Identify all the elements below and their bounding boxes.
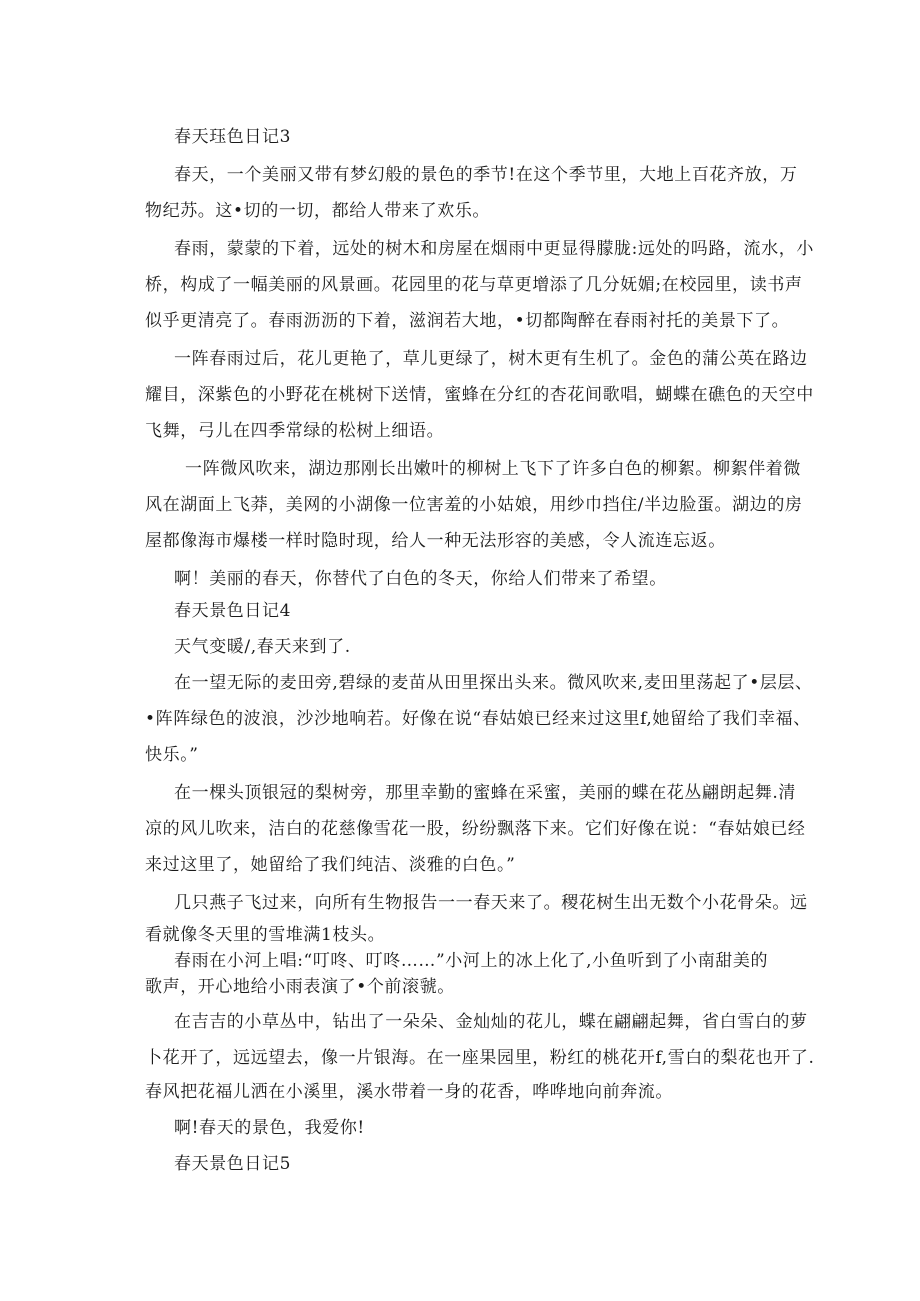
paragraph-10-line-1: 春雨在小河上唱:“叮咚、叮咚……”小河上的冰上化了,小鱼听到了小南甜美的 [174, 951, 769, 971]
paragraph-11-line-3: 春风把花福儿洒在小溪里，溪水带着一身的花香，哗哗地向前奔流。 [145, 1082, 673, 1102]
paragraph-6-line-1: 天气变暖/,春天来到了. [174, 637, 351, 657]
paragraph-5-line-1: 啊！美丽的春天，你替代了白色的冬天，你给人们带来了希望。 [174, 569, 667, 589]
paragraph-8-line-1: 在一棵头顶银冠的梨树旁，那里幸勤的蜜蜂在采蜜，美丽的蝶在花丛翩朗起舞.清 [174, 783, 797, 803]
paragraph-1-line-2: 物纪苏。这•切的一切，都给人带来了欢乐。 [145, 201, 491, 221]
paragraph-4-line-2: 风在湖面上飞莽，美网的小湖像一位害羞的小姑娘，用纱巾挡住/半边脸蛋。湖边的房 [145, 495, 803, 515]
paragraph-4-line-1: 一阵微风吹来，湖边那刚长出嫩叶的柳树上飞下了许多白色的柳絮。柳絮伴着微 [185, 459, 801, 479]
heading-diary-4: 春天景色日记4 [174, 601, 292, 621]
paragraph-3-line-2: 耀目，深紫色的小野花在桃树下送情，蜜蜂在分红的杏花间歌唱，蝴蝶在礁色的天空中 [145, 385, 814, 405]
paragraph-2-line-1: 春雨，蒙蒙的下着，远处的树木和房屋在烟雨中更显得朦胧:远处的吗路，流水，小 [174, 239, 814, 259]
paragraph-12-line-1: 啊!春天的景色，我爱你! [174, 1118, 365, 1138]
heading-diary-3: 春天珏色日记3 [174, 127, 292, 147]
paragraph-1-line-1: 春天，一个美丽又带有梦幻般的景色的季节!在这个季节里，大地上百花齐放，万 [174, 165, 798, 185]
paragraph-9-line-2: 看就像冬天里的雪堆满1枝头。 [145, 925, 386, 945]
paragraph-8-line-3: 来过这里了，她留给了我们纯洁、淡雅的白色。” [145, 855, 516, 875]
paragraph-4-line-3: 屋都像海市爆楼一样时隐时现，给人一种无法形容的美感，令人流连忘返。 [145, 531, 726, 551]
paragraph-2-line-2: 桥，构成了一幅美丽的风景画。花园里的花与草更增添了几分妩媚;在校园里，读书声 [145, 275, 803, 295]
paragraph-10-line-2: 歌声，开心地给小雨表演了•个前滚虢。 [145, 977, 455, 997]
paragraph-9-line-1: 几只燕子飞过来，向所有生物报告一一春天来了。稷花树生出无数个小花骨朵。远 [174, 893, 808, 913]
paragraph-11-line-2: 卜花开了，远远望去，像一片银海。在一座果园里，粉红的桃花开f,雪白的梨花也开了. [145, 1048, 815, 1068]
paragraph-7-line-3: 快乐。” [145, 745, 199, 765]
heading-diary-5: 春天景色日记5 [174, 1154, 292, 1174]
paragraph-3-line-3: 飞舞，弓儿在四季常绿的松树上细语。 [145, 421, 445, 441]
paragraph-7-line-1: 在一望无际的麦田旁,碧绿的麦苗从田里探出头来。微风吹来,麦田里荡起了•层层、 [174, 673, 813, 693]
paragraph-2-line-3: 似乎更清亮了。春雨沥沥的下着，滋润若大地，•切都陶醉在春雨衬托的美景下了。 [145, 311, 790, 331]
paragraph-3-line-1: 一阵春雨过后，花儿更艳了，草儿更绿了，树木更有生机了。金色的蒲公英在路边 [174, 349, 808, 369]
paragraph-7-line-2: •阵阵绿色的波浪，沙沙地响若。好像在说“春姑娘已经来过这里f,她留给了我们幸福、 [145, 709, 811, 729]
paragraph-11-line-1: 在吉吉的小草丛中，钻出了一朵朵、金灿灿的花儿，蝶在翩翩起舞，省白雪白的萝 [174, 1012, 808, 1032]
paragraph-8-line-2: 凉的风儿吹来，洁白的花慈像雪花一股，纷纷飘落下来。它们好像在说：“春姑娘已经 [145, 819, 806, 839]
